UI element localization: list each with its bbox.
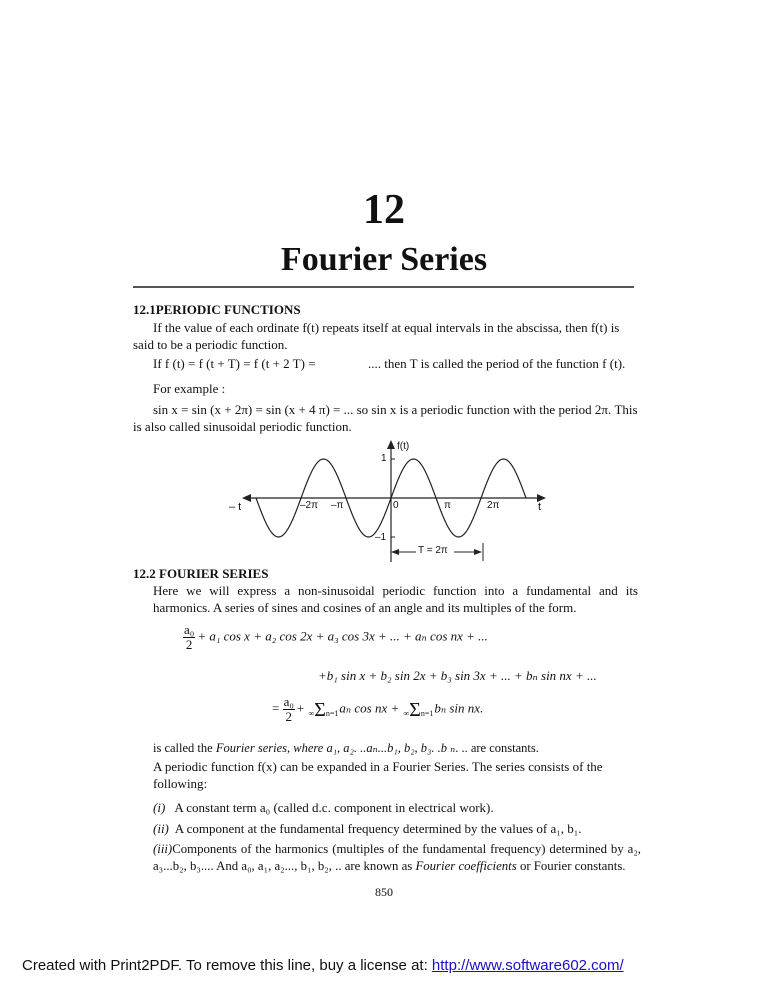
a0-over-2-fraction: $\frac{\text{a₀}}{2}$ bbox=[184, 622, 195, 652]
page-number: 850 bbox=[375, 885, 393, 899]
series-equation-line-1: $\frac{\text{a₀}}{2}$ + a₁ cos x + a₂ cos 2x + a₃ cos 3x + ... + aₙ cos nx + ... bbox=[184, 622, 488, 652]
x-tick-2pi: 2π bbox=[487, 500, 500, 511]
y-axis-label: f(t) bbox=[397, 441, 410, 452]
y-tick-neg1: –1 bbox=[375, 532, 387, 543]
title-rule bbox=[133, 286, 634, 288]
footer-text: Created with Print2PDF. To remove this line, buy a license at: bbox=[22, 957, 432, 974]
example-paragraph: sin x = sin (x + 2π) = sin (x + 4 π) = ... so sin x is a periodic function with the period 2π. This is also called sinusoidal periodic function. bbox=[133, 402, 638, 434]
x-tick-pi: π bbox=[444, 500, 451, 511]
list-item-constant-term: (i) A constant term a₀ (called d.c. component in electrical work). bbox=[153, 800, 494, 815]
expansion-paragraph: A periodic function f(x) can be expanded in a Fourier Series. The series consists of the following: bbox=[153, 759, 603, 791]
fourier-series-definition: is called the Fourier series, where a₁, a₂. ..aₙ...b₁, b₂, b₃. .b ₙ. .. are constants. bbox=[153, 741, 539, 755]
summation-symbol: ∞Σn=1 bbox=[403, 698, 434, 721]
x-axis-label-negative: – t bbox=[229, 501, 242, 513]
x-tick-neg-pi: –π bbox=[331, 500, 344, 511]
paragraph-periodic-definition: If the value of each ordinate f(t) repeats itself at equal intervals in the abscissa, then f(t) is said to be a periodic function. bbox=[133, 320, 620, 352]
x-tick-0: 0 bbox=[393, 500, 399, 511]
series-equation-line-2: +b₁ sin x + b₂ sin 2x + b₃ sin 3x + ... + bₙ sin nx + ... bbox=[318, 668, 597, 683]
print2pdf-footer bbox=[22, 957, 624, 974]
periodic-equation-right: .... then T is called the period of the function f (t). bbox=[368, 356, 626, 371]
periodic-equation-left: If f (t) = f (t + T) = f (t + 2 T) = bbox=[153, 356, 316, 371]
example-label: For example : bbox=[153, 381, 226, 396]
chapter-number: 12 bbox=[363, 187, 405, 233]
fourier-intro-paragraph: Here we will express a non-sinusoidal periodic function into a fundamental and its harmonics. A series of sines and cosines of an angle and its multiples of the form. bbox=[153, 583, 638, 615]
period-label: T = 2π bbox=[418, 545, 448, 556]
series-equation-summation: = $\frac{\text{a₀}}{2}$ + ∞Σn=1aₙ cos nx + ∞Σn=1bₙ sin nx. bbox=[272, 694, 484, 724]
software602-link[interactable]: http://www.software602.com/ bbox=[431, 957, 624, 974]
section-heading-fourier-series: 12.2 FOURIER SERIES bbox=[133, 566, 269, 581]
chapter-title: Fourier Series bbox=[280, 241, 488, 278]
x-axis-label-positive: t bbox=[538, 501, 542, 513]
y-tick-1: 1 bbox=[381, 453, 387, 464]
list-item-fundamental: (ii) A component at the fundamental frequency determined by the values of a₁, b₁. bbox=[153, 821, 582, 836]
section-heading-periodic-functions: 12.1PERIODIC FUNCTIONS bbox=[133, 302, 301, 317]
summation-symbol: ∞Σn=1 bbox=[308, 698, 339, 721]
x-tick-neg-2pi: –2π bbox=[300, 500, 319, 511]
list-item-harmonics: (iii)Components of the harmonics (multiples of the fundamental frequency) determined by a₂, a₃...b₂, b₃.... And a₀, a₁, a₂..., b₁, b₂, .. are known as Fourier coefficients or Fourier constants. bbox=[153, 842, 641, 873]
a0-over-2-fraction: $\frac{\text{a₀}}{2}$ bbox=[283, 694, 294, 724]
